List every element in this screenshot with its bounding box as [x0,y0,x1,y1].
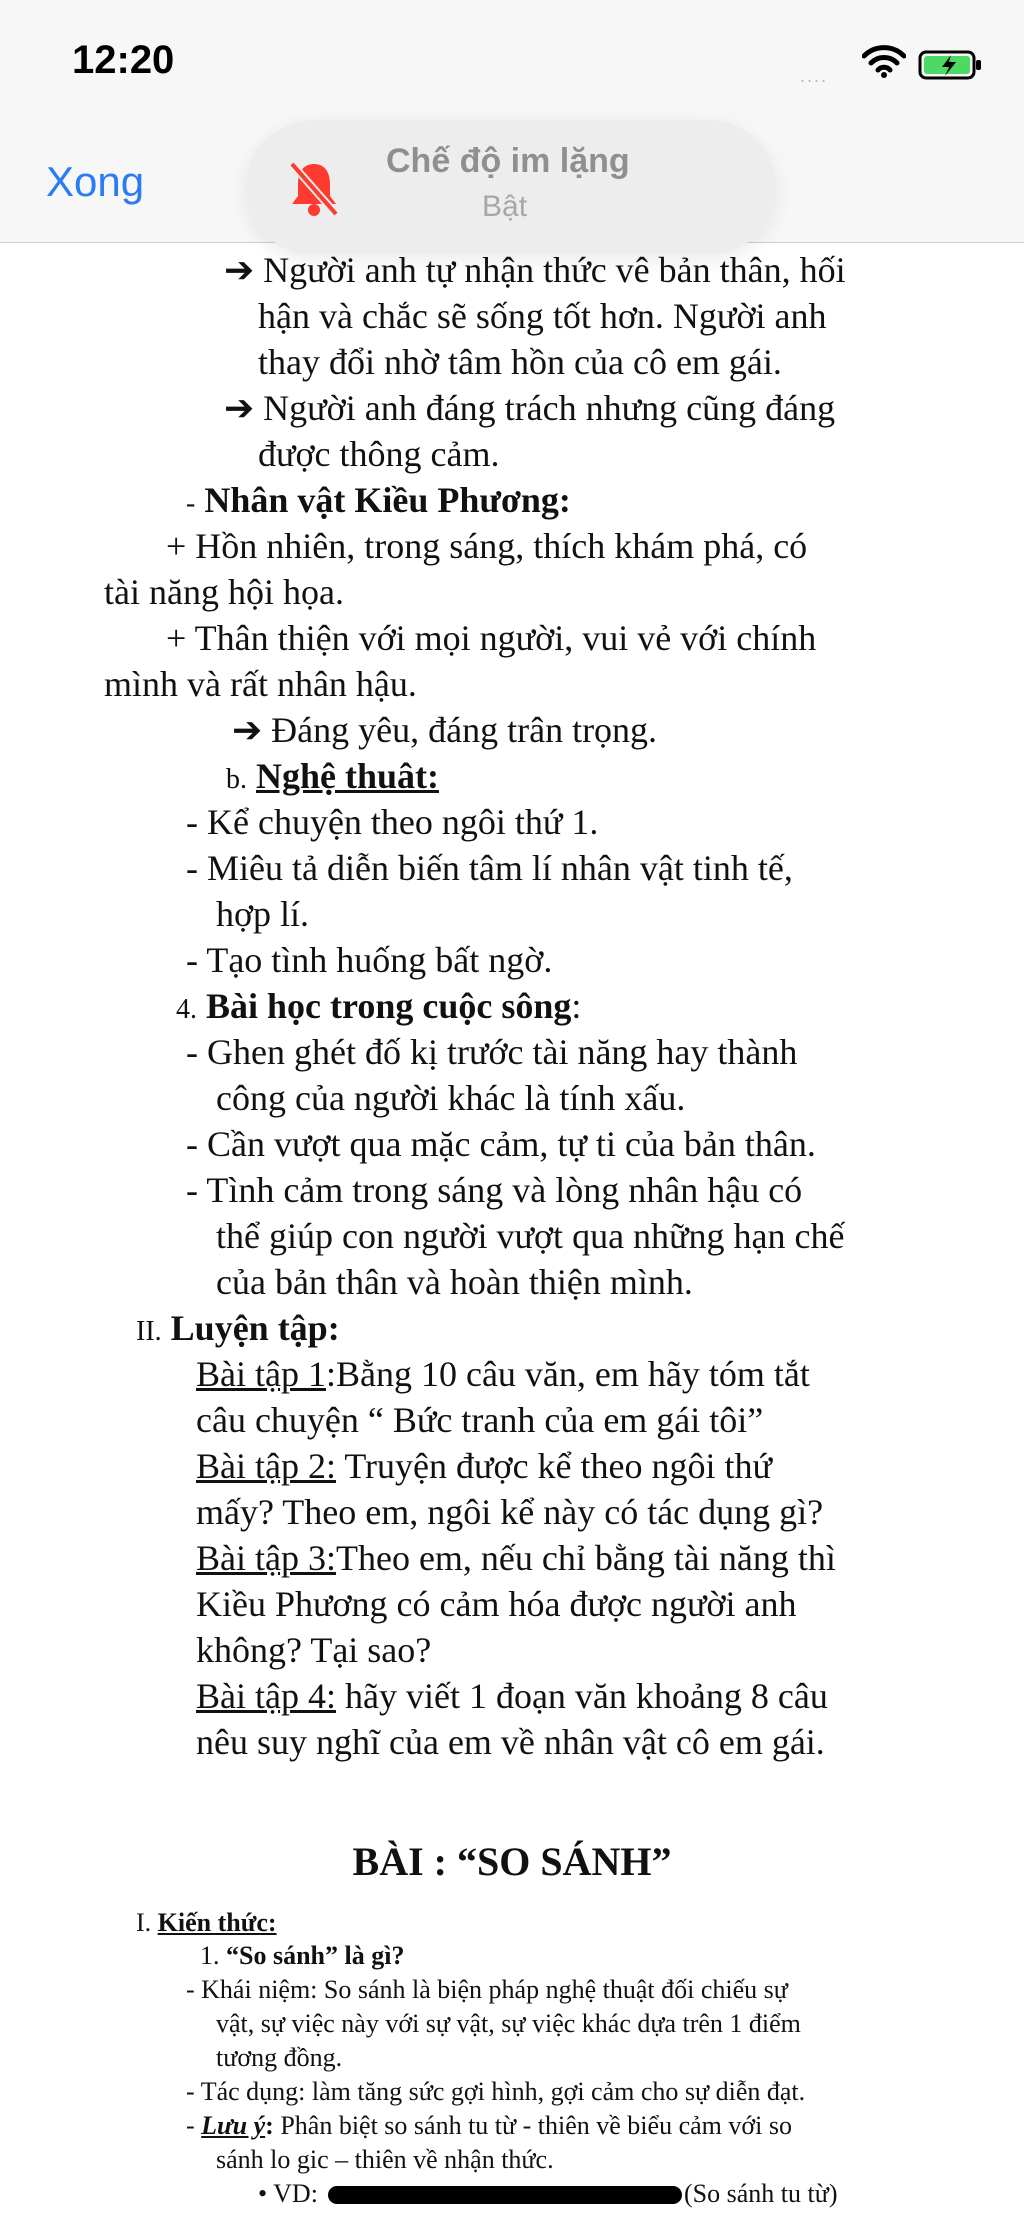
text-line: ➔ Người anh đáng trách nhưng cũng đáng [224,388,836,428]
text-line: không? Tại sao? [196,1630,432,1670]
document-page [0,242,1024,2217]
text-line: (So sánh tu từ) [684,2179,838,2208]
text-line: mình và rất nhân hậu. [104,664,417,704]
text-line: - Tác dụng: làm tăng sức gợi hình, gợi cảm cho sự diễn đạt. [186,2077,806,2106]
text-line: - Tình cảm trong sáng và lòng nhân hậu có [186,1170,803,1210]
silent-mode-title: Chế độ im lặng [386,142,630,180]
section-heading: b. Nghệ thuât: [226,756,440,796]
text-line: hận và chắc sẽ sống tốt hơn. Người anh [258,296,827,336]
text-line: vật, sự việc này với sự vật, sự việc khác dựa trên 1 điểm [216,2009,801,2038]
text-line: - Cần vượt qua mặc cảm, tự ti của bản thân. [186,1124,816,1164]
redaction-mark [328,2186,682,2204]
status-time: 12:20 [72,38,175,82]
text-line: Bài tập 3:Theo em, nếu chỉ bằng tài năng thì [196,1538,836,1578]
text-line: hợp lí. [216,894,310,934]
text-line: tài năng hội họa. [104,572,344,612]
silent-mode-status: Bật [482,190,528,223]
text-line: thể giúp con người vượt qua những hạn chế [216,1216,845,1256]
text-line: - Lưu ý: Phân biệt so sánh tu từ - thiên về biểu cảm với so [186,2111,792,2140]
text-line: câu chuyện “ Bức tranh của em gái tôi” [196,1400,764,1440]
section-heading: 1. “So sánh” là gì? [200,1941,405,1970]
text-line: công của người khác là tính xấu. [216,1078,686,1118]
text-line: Bài tập 4: hãy viết 1 đoạn văn khoảng 8 câu [196,1676,828,1716]
text-line: Bài tập 1:Bằng 10 câu văn, em hãy tóm tắt [196,1354,810,1394]
text-line: + Thân thiện với mọi người, vui vẻ với chính [166,618,817,658]
wifi-icon [862,44,906,78]
silent-mode-banner [246,120,776,255]
text-line: Bài tập 2: Truyện được kể theo ngôi thứ [196,1446,773,1486]
section-heading: 4. Bài học trong cuộc sông: [176,986,582,1026]
text-line: sánh lo gic – thiên về nhận thức. [216,2145,554,2174]
text-line: - Miêu tả diễn biến tâm lí nhân vật tinh tế, [186,848,793,888]
text-line: - Tạo tình huống bất ngờ. [186,940,553,980]
section-heading: II. Luyện tập: [136,1308,340,1348]
text-line: nêu suy nghĩ của em về nhân vật cô em gái. [196,1722,825,1762]
battery-charging-icon [918,50,984,80]
text-line: - Nhân vật Kiều Phương: [186,480,571,520]
nav-bar [0,120,1024,243]
status-bar [0,0,1024,120]
text-line: thay đổi nhờ tâm hồn của cô em gái. [258,342,782,382]
section-heading: I. Kiến thức: [136,1908,277,1937]
text-line: mấy? Theo em, ngôi kể này có tác dụng gì? [196,1492,824,1532]
text-line: + Hồn nhiên, trong sáng, thích khám phá, có [166,526,808,566]
text-line: - Kể chuyện theo ngôi thứ 1. [186,802,599,842]
text-line: - Ghen ghét đố kị trước tài năng hay thành [186,1032,798,1072]
text-line: của bản thân và hoàn thiện mình. [216,1262,693,1302]
cellular-signal-icon: .... [800,66,829,86]
done-button[interactable]: Xong [46,158,145,205]
text-line: ➔ Người anh tự nhận thức vê bản thân, hối [224,250,846,290]
text-line: tương đồng. [216,2043,343,2072]
text-line: - Khái niệm: So sánh là biện pháp nghệ thuật đối chiếu sự [186,1975,788,2004]
text-line: ➔ Đáng yêu, đáng trân trọng. [232,710,658,750]
text-line: • VD: [258,2179,318,2208]
text-line: Kiều Phương có cảm hóa được người anh [196,1584,797,1624]
text-line: được thông cảm. [258,434,500,474]
lesson-title: BÀI : “SO SÁNH” [352,1839,672,1884]
bell-slash-icon [286,158,342,218]
